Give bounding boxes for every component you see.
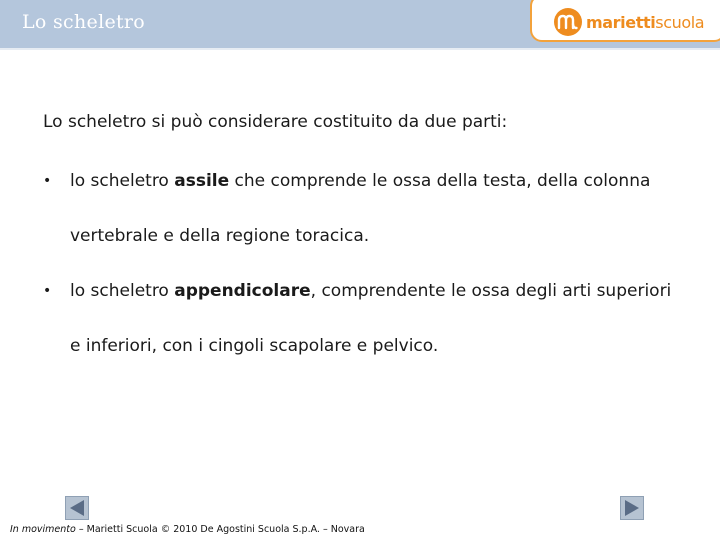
- bullet-keyword: appendicolare: [174, 281, 311, 301]
- publisher-logo: [530, 0, 720, 42]
- header-divider: [0, 48, 720, 50]
- previous-slide-button[interactable]: [65, 496, 89, 520]
- bullet-dot-icon: •: [43, 173, 52, 189]
- bullet-text: [43, 154, 683, 264]
- bullet-item-appendicolare: [43, 264, 683, 374]
- footer-book-title: In movimento: [10, 524, 76, 535]
- logo-text: [586, 13, 704, 32]
- triangle-left-icon: [66, 497, 88, 519]
- bullet-text-start: lo scheletro: [70, 281, 175, 301]
- next-slide-button[interactable]: [620, 496, 644, 520]
- bullet-keyword: assile: [174, 171, 230, 191]
- bullet-text-end: , comprendente le ossa degli arti superiori e inferiori, con i cingoli scapolare e pelvico.: [70, 281, 672, 356]
- bullet-item-assile: [43, 154, 683, 264]
- bullet-text: [43, 264, 683, 374]
- intro-paragraph: Lo scheletro si può considerare costituito da due parti:: [43, 112, 508, 132]
- footer-copyright: – Marietti Scuola © 2010 De Agostini Scuola S.p.A. – Novara: [75, 524, 365, 535]
- bullet-dot-icon: •: [43, 283, 52, 299]
- page-title: Lo scheletro: [22, 11, 146, 33]
- triangle-right-icon: [621, 497, 643, 519]
- marietti-logo-icon: [554, 8, 582, 36]
- bullet-text-end: che comprende le ossa della testa, della colonna vertebrale e della regione toracica.: [70, 171, 651, 246]
- logo-text-light: scuola: [655, 12, 705, 32]
- bullet-text-start: lo scheletro: [70, 171, 175, 191]
- logo-text-bold: marietti: [586, 12, 656, 32]
- footer-credits: [10, 524, 365, 535]
